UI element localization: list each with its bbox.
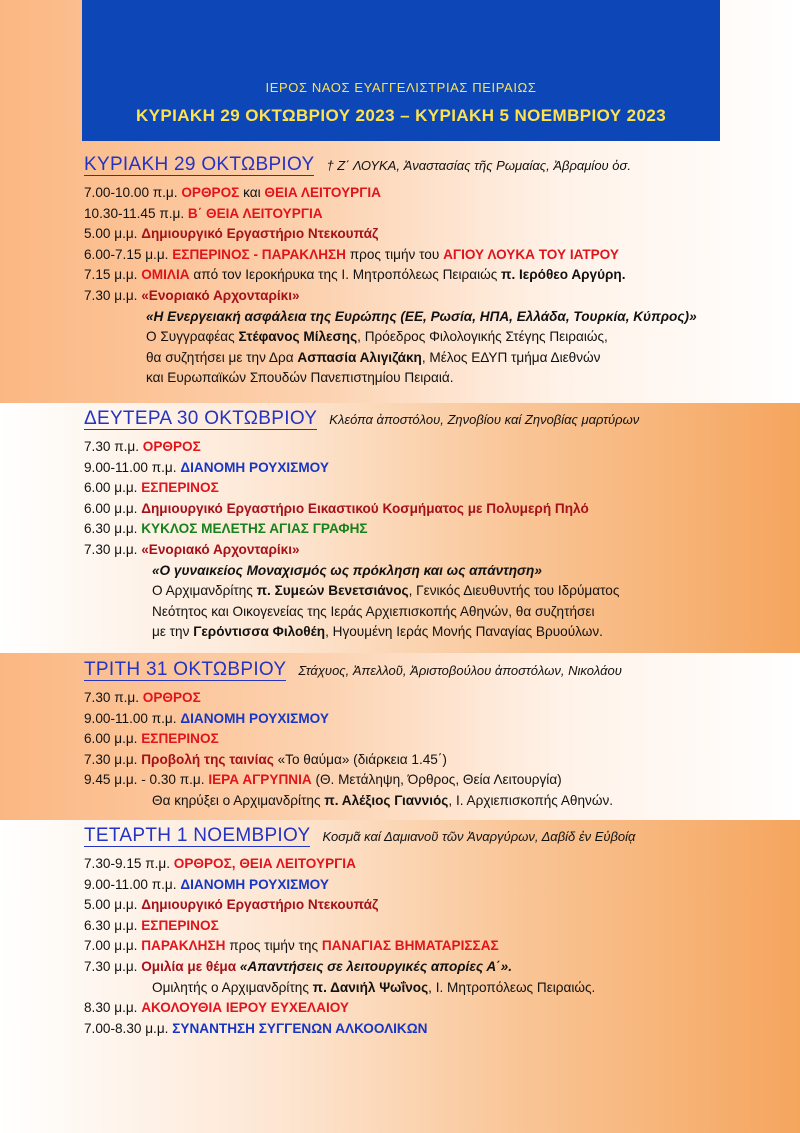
time: 10.30-11.45 π.μ. (84, 205, 185, 221)
event: «Ενοριακό Αρχονταρίκι» (141, 541, 300, 557)
time: 7.00 μ.μ. (84, 938, 138, 954)
day-date: ΤΕΤΑΡΤΗ 1 ΝΟΕΜΒΡΙΟΥ (84, 825, 311, 846)
feast-saints: Στάχυος, Ἀπελλοῦ, Ἀριστοβούλου ἀποστόλων, Νικολάου (298, 663, 622, 678)
schedule-line (84, 224, 724, 245)
text: , Γενικός Διευθυντής του Ιδρύματος (408, 583, 620, 599)
schedule-line (84, 895, 724, 916)
talk-detail (84, 581, 724, 602)
service: ΟΡΘΡΟΣ (181, 184, 240, 200)
text: , Ι. Αρχιεπισκοπής Αθηνών. (448, 792, 614, 808)
time: 7.30-9.15 π.μ. (84, 855, 170, 871)
talk-detail (84, 602, 724, 623)
text: , Ηγουμένη Ιεράς Μονής Παναγίας Βρυούλων. (325, 624, 603, 640)
talk-detail (84, 978, 724, 999)
event: Δημιουργικό Εργαστήριο Ντεκουπάζ (141, 897, 379, 913)
time: 6.30 μ.μ. (84, 521, 138, 537)
time: 6.00 μ.μ. (84, 731, 138, 747)
time: 7.30 π.μ. (84, 438, 139, 454)
event: ΔΙΑΝΟΜΗ ΡΟΥΧΙΣΜΟΥ (180, 459, 329, 475)
section-monday (84, 409, 724, 643)
schedule-line (84, 750, 724, 771)
person: Γερόντισσα Φιλοθέη (193, 624, 326, 640)
text: Θα κηρύξει ο Αρχιμανδρίτης (152, 792, 321, 808)
schedule-line (84, 709, 724, 730)
talk-detail (84, 348, 724, 369)
time: 9.45 μ.μ. - 0.30 π.μ. (84, 772, 205, 788)
text: Ομιλητής ο Αρχιμανδρίτης (152, 979, 309, 995)
schedule-line (84, 688, 724, 709)
event: ΚΥΚΛΟΣ ΜΕΛΕΤΗΣ ΑΓΙΑΣ ΓΡΑΦΗΣ (141, 521, 368, 537)
event: Ομιλία με θέμα (141, 958, 237, 974)
section-tuesday (84, 660, 724, 812)
schedule-line (84, 729, 724, 750)
talk-detail (84, 327, 724, 348)
text: Ο Συγγραφέας (146, 329, 235, 345)
service: ΑΚΟΛΟΥΘΙΑ ΙΕΡΟΥ ΕΥΧΕΛΑΙΟΥ (141, 1000, 349, 1016)
event: ΔΙΑΝΟΜΗ ΡΟΥΧΙΣΜΟΥ (180, 710, 329, 726)
schedule-line (84, 875, 724, 896)
schedule-line (84, 854, 724, 875)
service: ΟΡΘΡΟΣ, ΘΕΙΑ ΛΕΙΤΟΥΡΓΙΑ (173, 855, 356, 871)
text: και (243, 184, 261, 200)
text: προς τιμήν της (229, 938, 319, 954)
service: ΕΣΠΕΡΙΝΟΣ (141, 917, 219, 933)
talk-detail (84, 368, 724, 389)
schedule-line (84, 936, 724, 957)
saint: ΠΑΝΑΓΙΑΣ ΒΗΜΑΤΑΡΙΣΣΑΣ (321, 938, 499, 954)
person: π. Συμεών Βενετσιάνος (256, 583, 409, 599)
person: Ασπασία Αλιγιζάκη (297, 349, 422, 365)
day-heading (84, 826, 724, 847)
speaker: π. Ιερόθεο Αργύρη. (501, 267, 626, 283)
text: Νεότητος και Οικογενείας της Ιεράς Αρχιεπισκοπής Αθηνών, θα συζητήσει (152, 603, 595, 619)
text: «Η Ενεργειακή ασφάλεια της Ευρώπης (ΕΕ, Ρωσία, ΗΠΑ, Ελλάδα, Τουρκία, Κύπρος)» (146, 308, 697, 324)
service: Β΄ ΘΕΙΑ ΛΕΙΤΟΥΡΓΙΑ (187, 205, 323, 221)
talk-detail (84, 791, 724, 812)
feast-saints: Κοσμᾶ καί Δαμιανοῦ τῶν Ἀναργύρων, Δαβίδ ἐν Εὐβοίᾳ (322, 829, 636, 844)
church-name: ΙΕΡΟΣ ΝΑΟΣ ΕΥΑΓΓΕΛΙΣΤΡΙΑΣ ΠΕΙΡΑΙΩΣ (265, 80, 537, 95)
day-date: ΤΡΙΤΗ 31 ΟΚΤΩΒΡΙΟΥ (84, 659, 287, 680)
schedule-line (84, 458, 724, 479)
text: και Ευρωπαϊκών Σπουδών Πανεπιστημίου Πειραιά. (146, 370, 454, 386)
text: από τον Ιεροκήρυκα της Ι. Μητροπόλεως Πειραιώς (193, 267, 498, 283)
talk-title (84, 561, 724, 582)
schedule-line (84, 540, 724, 561)
time: 7.30 μ.μ. (84, 751, 138, 767)
schedule-line (84, 183, 724, 204)
text: , Μέλος ΕΔΥΠ τμήμα Διεθνών (421, 349, 601, 365)
day-date: ΚΥΡΙΑΚΗ 29 ΟΚΤΩΒΡΙΟΥ (84, 154, 315, 175)
text: «Το θαύμα» (διάρκεια 1.45΄) (277, 751, 447, 767)
day-heading (84, 155, 724, 176)
schedule-line (84, 204, 724, 225)
text: θα συζητήσει με την Δρα (146, 349, 294, 365)
time: 7.00-10.00 π.μ. (84, 184, 178, 200)
header-banner (82, 0, 720, 141)
time: 5.00 μ.μ. (84, 897, 138, 913)
event: Δημιουργικό Εργαστήριο Εικαστικού Κοσμήματος με Πολυμερή Πηλό (141, 500, 589, 516)
service: ΠΑΡΑΚΛΗΣΗ (141, 938, 226, 954)
event: Προβολή της ταινίας (141, 751, 274, 767)
text: με την (152, 624, 190, 640)
time: 6.00 μ.μ. (84, 500, 138, 516)
time: 7.30 μ.μ. (84, 541, 138, 557)
schedule-line (84, 916, 724, 937)
time: 7.30 μ.μ. (84, 958, 138, 974)
schedule-line (84, 519, 724, 540)
day-heading (84, 660, 724, 681)
talk-detail (84, 622, 724, 643)
text: Ο Αρχιμανδρίτης (152, 583, 253, 599)
section-sunday (84, 155, 724, 389)
section-wednesday (84, 826, 724, 1039)
text: , Πρόεδρος Φιλολογικής Στέγης Πειραιώς, (357, 329, 608, 345)
service: ΙΕΡΑ ΑΓΡΥΠΝΙΑ (208, 772, 312, 788)
service: ΟΡΘΡΟΣ (142, 438, 201, 454)
schedule-line (84, 478, 724, 499)
time: 7.15 μ.μ. (84, 267, 138, 283)
date-range: ΚΥΡΙΑΚΗ 29 ΟΚΤΩΒΡΙΟΥ 2023 – ΚΥΡΙΑΚΗ 5 ΝΟΕΜΒΡΙΟΥ 2023 (135, 106, 667, 125)
schedule-line (84, 770, 724, 791)
service: ΕΣΠΕΡΙΝΟΣ (141, 731, 219, 747)
time: 9.00-11.00 π.μ. (84, 459, 177, 475)
saint: ΑΓΙΟΥ ΛΟΥΚΑ ΤΟΥ ΙΑΤΡΟΥ (443, 246, 619, 262)
day-heading (84, 409, 724, 430)
person: π. Δανιήλ Ψωΐνος (312, 979, 429, 995)
person: π. Αλέξιος Γιαννιός (324, 792, 449, 808)
time: 9.00-11.00 π.μ. (84, 710, 177, 726)
event: ΔΙΑΝΟΜΗ ΡΟΥΧΙΣΜΟΥ (180, 876, 329, 892)
schedule-line (84, 437, 724, 458)
time: 5.00 μ.μ. (84, 226, 138, 242)
talk-title (84, 307, 724, 328)
schedule-line (84, 265, 724, 286)
event: ΣΥΝΑΝΤΗΣΗ ΣΥΓΓΕΝΩΝ ΑΛΚΟΟΛΙΚΩΝ (172, 1020, 428, 1036)
time: 9.00-11.00 π.μ. (84, 876, 177, 892)
event: «Ενοριακό Αρχονταρίκι» (141, 287, 300, 303)
time: 7.30 μ.μ. (84, 287, 138, 303)
text: προς τιμήν του (349, 246, 440, 262)
schedule-line (84, 499, 724, 520)
time: 6.00-7.15 μ.μ. (84, 246, 169, 262)
service: ΕΣΠΕΡΙΝΟΣ - ΠΑΡΑΚΛΗΣΗ (172, 246, 346, 262)
talk-title: «Απαντήσεις σε λειτουργικές απορίες Α΄». (239, 958, 513, 974)
schedule-line (84, 1019, 724, 1040)
text: «Ο γυναικείος Μοναχισμός ως πρόκληση και ως απάντηση» (152, 562, 542, 578)
schedule-line (84, 245, 724, 266)
schedule-line (84, 286, 724, 307)
text: (Θ. Μετάληψη, Όρθρος, Θεία Λειτουργία) (315, 772, 562, 788)
event: Δημιουργικό Εργαστήριο Ντεκουπάζ (141, 226, 379, 242)
schedule-line (84, 957, 724, 978)
person: Στέφανος Μίλεσης (238, 329, 358, 345)
service: ΟΡΘΡΟΣ (142, 689, 201, 705)
time: 6.30 μ.μ. (84, 917, 138, 933)
feast-saints: Κλεόπα ἀποστόλου, Ζηνοβίου καί Ζηνοβίας μαρτύρων (329, 412, 640, 427)
time: 8.30 μ.μ. (84, 1000, 138, 1016)
feast-saints: † Ζ΄ ΛΟΥΚΑ, Ἀναστασίας τῆς Ρωμαίας, Ἀβραμίου ὁσ. (326, 158, 631, 173)
time: 7.00-8.30 μ.μ. (84, 1020, 169, 1036)
day-date: ΔΕΥΤΕΡΑ 30 ΟΚΤΩΒΡΙΟΥ (84, 408, 318, 429)
service: ΕΣΠΕΡΙΝΟΣ (141, 480, 219, 496)
service: ΘΕΙΑ ΛΕΙΤΟΥΡΓΙΑ (264, 184, 381, 200)
time: 7.30 π.μ. (84, 689, 139, 705)
time: 6.00 μ.μ. (84, 480, 138, 496)
schedule-line (84, 998, 724, 1019)
service: ΟΜΙΛΙΑ (141, 267, 190, 283)
text: , Ι. Μητροπόλεως Πειραιώς. (428, 979, 596, 995)
